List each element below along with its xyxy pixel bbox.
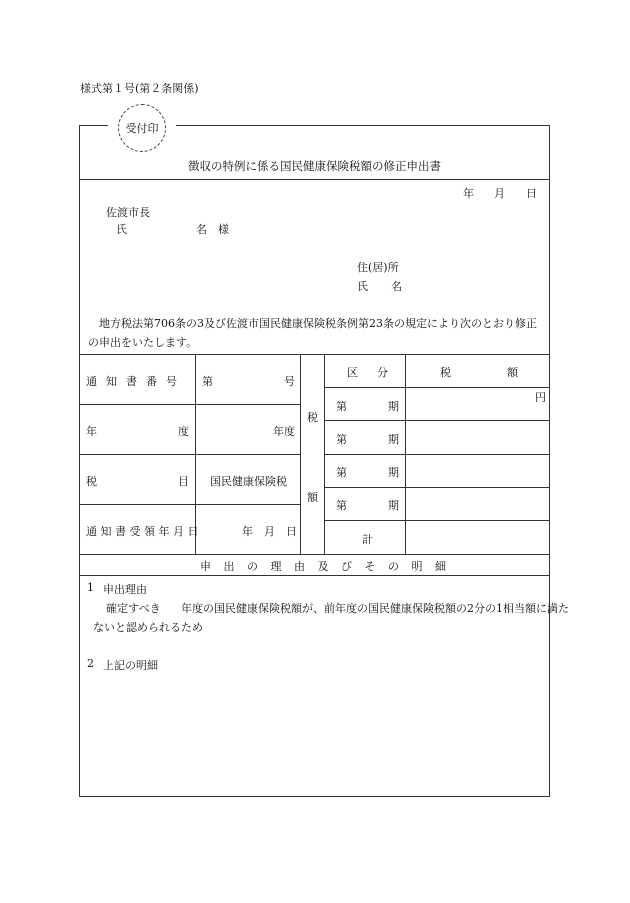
stamp-label: 受付印 [125, 122, 159, 135]
period-4-dai: 第 [336, 499, 347, 512]
date-month: 月 [494, 187, 505, 200]
reason-item1-text-b: 年度の国民健康保険税額が、前年度の国民健康保険税額の2分の1相当額に満た [181, 602, 569, 615]
reason-item1-text-a: 確定すべき [106, 602, 161, 615]
col-kubun-b: 分 [377, 366, 388, 379]
fiscal-year-value: 年度 [273, 425, 295, 438]
statement-text: 地方税法第706条の3及び佐渡市国民健康保険税条例第23条の規定により次のとおり修正の申出をいたします。 [88, 317, 537, 349]
period-3-ki: 期 [388, 466, 399, 479]
tax-item-value: 国民健康保険税 [210, 475, 287, 488]
form-title: 徴収の特例に係る国民健康保険税額の修正申出書 [188, 159, 441, 173]
reason-header-line [79, 575, 550, 576]
table-right-h2 [324, 420, 550, 421]
period-2-dai: 第 [336, 433, 347, 446]
reception-stamp [118, 104, 166, 152]
reason-header: 申出の理由及びその明細 [200, 560, 459, 573]
date-year: 年 [463, 187, 474, 200]
tax-amount-side-a: 税 [307, 411, 318, 424]
notice-number-prefix: 第 [202, 375, 213, 388]
reason-item2-title: 上記の明細 [103, 659, 158, 672]
form-frame [79, 125, 550, 797]
period-1-ki: 期 [388, 400, 399, 413]
table-top-line [79, 354, 550, 355]
table-right-h4 [324, 487, 550, 488]
receipt-date-day: 日 [286, 525, 297, 538]
table-left-h2 [79, 454, 300, 455]
date-day: 日 [526, 187, 537, 200]
reason-item2-no: 2 [87, 657, 94, 670]
period-1-dai: 第 [336, 400, 347, 413]
fiscal-year-label-b: 度 [178, 425, 189, 438]
receipt-date-year: 年 [242, 525, 253, 538]
addressee-sama: 様 [218, 223, 229, 236]
receipt-date-month: 月 [264, 525, 275, 538]
applicant-address-label: 住(居)所 [357, 261, 399, 274]
addressee-name-a: 氏 [116, 223, 127, 236]
title-divider [79, 179, 550, 180]
period-3-dai: 第 [336, 466, 347, 479]
total-label: 計 [362, 533, 373, 546]
addressee-mayor: 佐渡市長 [106, 206, 150, 219]
col-zeigaku-b: 額 [507, 366, 518, 379]
form-number: 様式第１号(第２条関係) [80, 82, 199, 95]
table-bottom-line [79, 554, 550, 555]
col-kubun-a: 区 [347, 366, 358, 379]
applicant-name-b: 名 [391, 280, 402, 293]
reason-item1-title: 申出理由 [103, 583, 147, 596]
period-2-ki: 期 [388, 433, 399, 446]
table-vline-2 [300, 354, 301, 554]
notice-number-label: 通知書番号 [86, 375, 186, 388]
yen-unit: 円 [535, 391, 546, 404]
applicant-name-a: 氏 [357, 280, 368, 293]
notice-number-suffix: 号 [284, 375, 295, 388]
table-right-h3 [324, 454, 550, 455]
col-zeigaku-a: 税 [440, 366, 451, 379]
table-left-h1 [79, 404, 300, 405]
table-left-h3 [79, 504, 300, 505]
tax-item-label-a: 税 [86, 475, 97, 488]
period-4-ki: 期 [388, 499, 399, 512]
tax-item-label-b: 目 [178, 475, 189, 488]
table-right-h1 [324, 387, 550, 388]
addressee-name-b: 名 [196, 223, 207, 236]
fiscal-year-label-a: 年 [86, 425, 97, 438]
reason-item1-text-c: ないと認められるため [93, 621, 203, 634]
reason-item1-no: 1 [87, 581, 94, 594]
table-right-h5 [324, 520, 550, 521]
receipt-date-label: 通知書受領年月日 [86, 525, 202, 538]
tax-amount-side-b: 額 [307, 491, 318, 504]
